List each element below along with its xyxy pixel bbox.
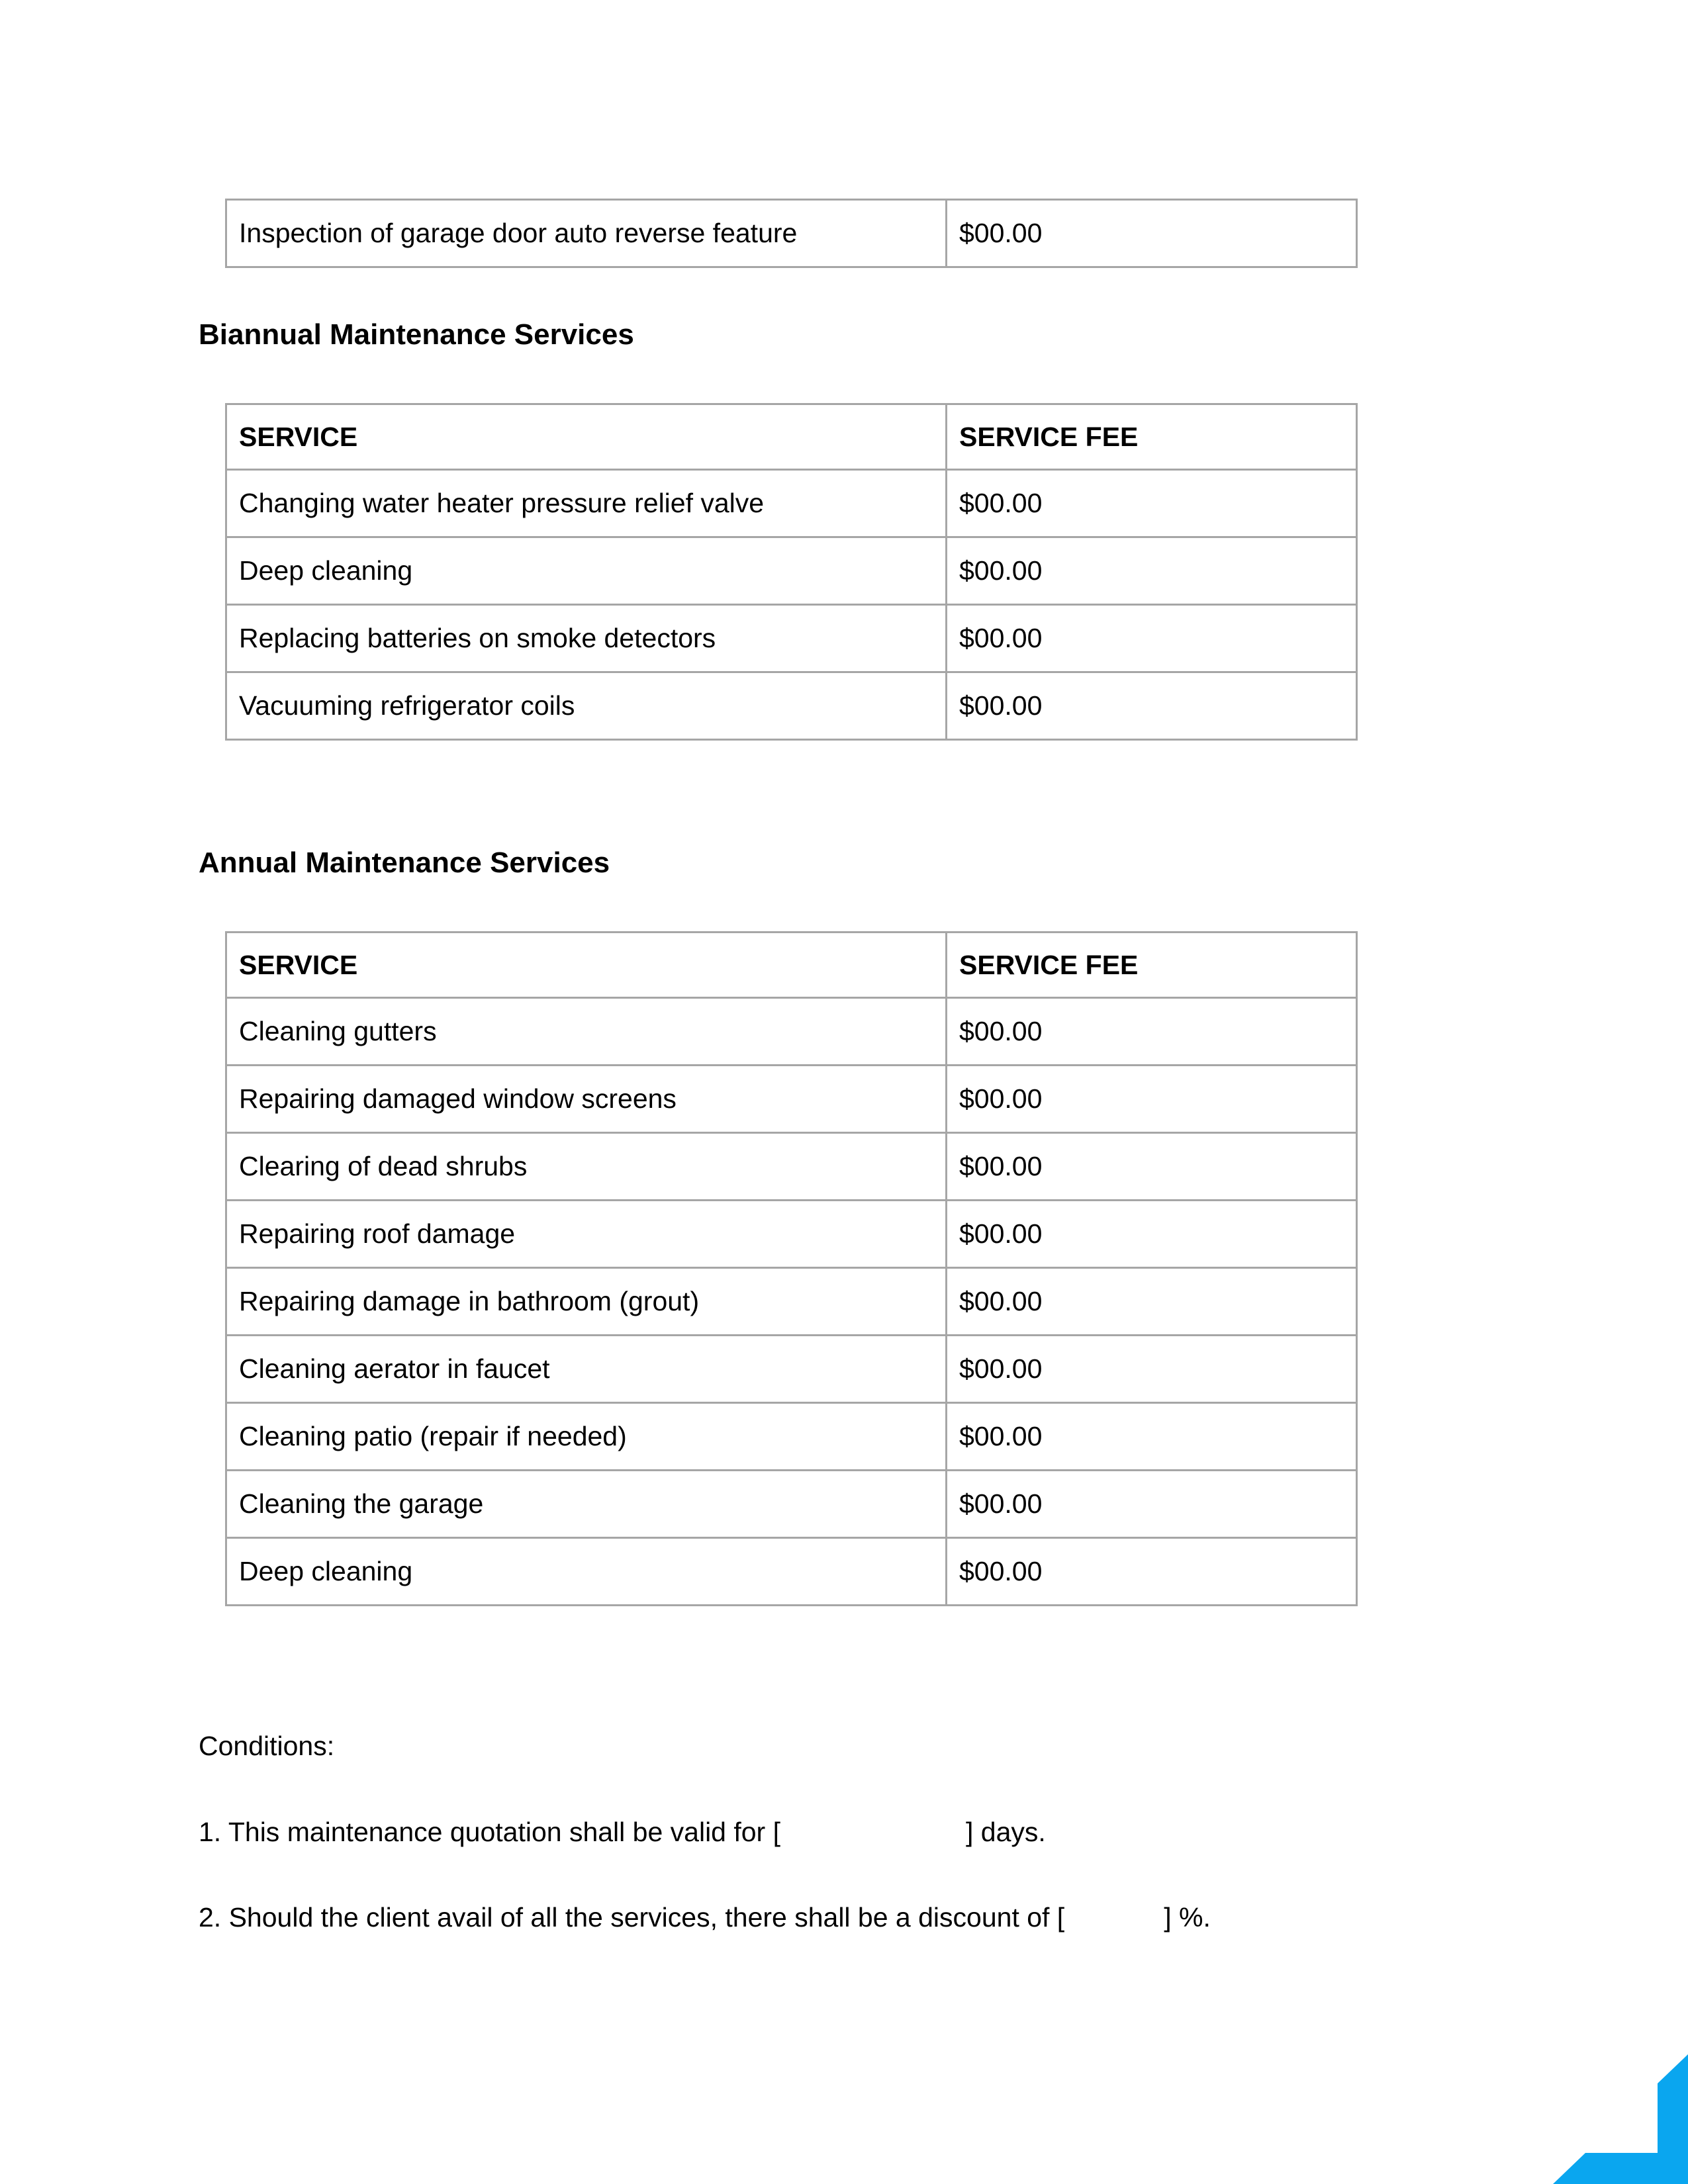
fee-cell: $00.00	[947, 605, 1357, 672]
fee-cell: $00.00	[947, 537, 1357, 605]
service-cell: Clearing of dead shrubs	[226, 1133, 947, 1201]
service-cell: Cleaning the garage	[226, 1471, 947, 1538]
conditions-label: Conditions:	[199, 1731, 335, 1761]
fee-column-header: SERVICE FEE	[947, 404, 1357, 470]
fee-column-header: SERVICE FEE	[947, 933, 1357, 998]
corner-accent-shape	[1553, 2054, 1688, 2184]
service-cell: Deep cleaning	[226, 1538, 947, 1606]
fee-cell: $00.00	[947, 470, 1357, 537]
condition-text: 1. This maintenance quotation shall be valid for [	[199, 1817, 780, 1847]
condition-text: ] days.	[966, 1817, 1046, 1847]
fee-cell: $00.00	[947, 1471, 1357, 1538]
biannual-heading: Biannual Maintenance Services	[199, 318, 634, 351]
fee-cell: $00.00	[947, 1201, 1357, 1268]
fee-cell: $00.00	[947, 200, 1357, 267]
fee-cell: $00.00	[947, 1268, 1357, 1336]
service-cell: Deep cleaning	[226, 537, 947, 605]
fee-cell: $00.00	[947, 1336, 1357, 1403]
fee-cell: $00.00	[947, 1403, 1357, 1471]
condition-text: 2. Should the client avail of all the services, there shall be a discount of [	[199, 1902, 1065, 1933]
service-cell: Cleaning aerator in faucet	[226, 1336, 947, 1403]
service-cell: Cleaning gutters	[226, 998, 947, 1066]
fee-cell: $00.00	[947, 1133, 1357, 1201]
fee-cell: $00.00	[947, 672, 1357, 740]
service-cell: Changing water heater pressure relief valve	[226, 470, 947, 537]
fee-cell: $00.00	[947, 998, 1357, 1066]
service-column-header: SERVICE	[226, 933, 947, 998]
service-cell: Repairing damage in bathroom (grout)	[226, 1268, 947, 1336]
service-cell: Vacuuming refrigerator coils	[226, 672, 947, 740]
annual-heading: Annual Maintenance Services	[199, 846, 610, 879]
fee-cell: $00.00	[947, 1538, 1357, 1606]
service-cell: Cleaning patio (repair if needed)	[226, 1403, 947, 1471]
service-cell: Replacing batteries on smoke detectors	[226, 605, 947, 672]
service-column-header: SERVICE	[226, 404, 947, 470]
service-cell: Repairing roof damage	[226, 1201, 947, 1268]
service-cell: Repairing damaged window screens	[226, 1066, 947, 1133]
service-cell: Inspection of garage door auto reverse feature	[226, 200, 947, 267]
fee-cell: $00.00	[947, 1066, 1357, 1133]
condition-text: ] %.	[1164, 1902, 1211, 1933]
